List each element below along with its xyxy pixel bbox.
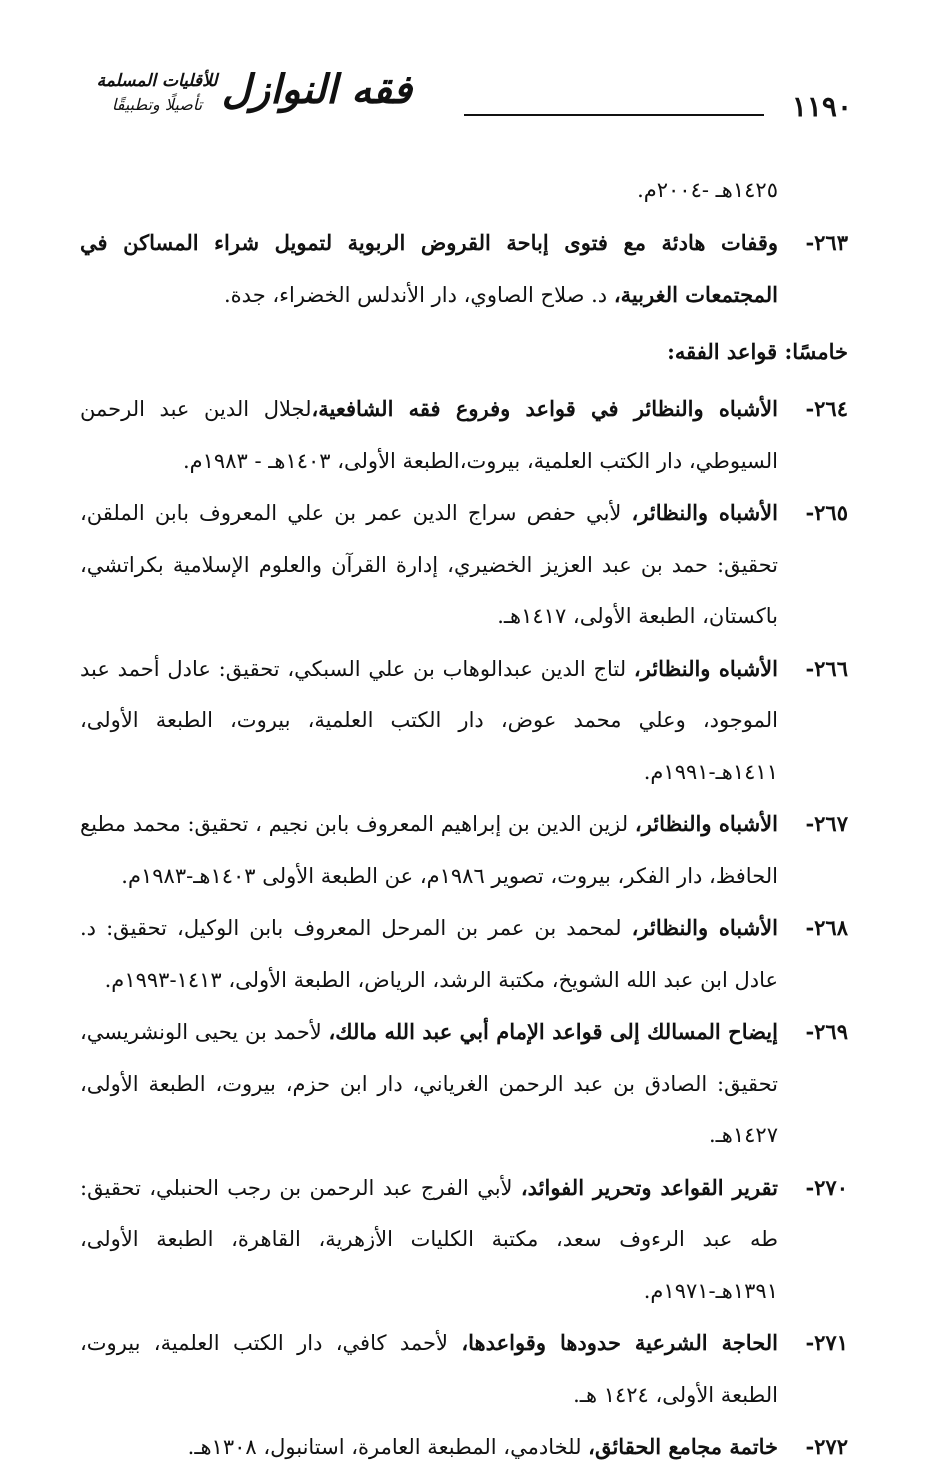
entry-number: ٢٦٣- bbox=[805, 229, 848, 255]
bibliography-entry bbox=[80, 1006, 848, 1162]
book-title-main: فقه النوازل bbox=[221, 66, 412, 113]
entry-text: لمحمد بن عمر بن المرحل المعروف بابن الوكيل، تحقيق: د. عادل ابن عبد الله الشويخ، مكتبة الرشد، الرياض، الطبعة الأولى، ١٤١٣-١٩٩٣م. bbox=[80, 916, 778, 992]
entry-text: لتاج الدين عبدالوهاب بن علي السبكي، تحقيق: عادل أحمد عبد الموجود، وعلي محمد عوض، دار الكتب العلمية، بيروت، الطبعة الأولى، ١٤١١هـ-١٩٩١م. bbox=[80, 656, 778, 784]
entry-title: إيضاح المسالك إلى قواعد الإمام أبي عبد الله مالك، bbox=[328, 1019, 778, 1044]
entry-text: لأبي حفص سراج الدين عمر بن علي المعروف بابن الملقن، تحقيق: حمد بن عبد العزيز الخضيري، إدارة القرآن والعلوم الإسلامية بكراتشي، باكستان، الطبعة الأولى، ١٤١٧هـ. bbox=[80, 501, 778, 628]
entry-title: الأشباه والنظائر، bbox=[634, 811, 778, 836]
page-number: ١١٩٠ bbox=[791, 90, 852, 123]
bibliography-entry bbox=[80, 487, 848, 643]
entry-number: ٢٧١- bbox=[805, 1330, 848, 1355]
continuation-line: ١٤٢٥هـ -٢٠٠٤م. bbox=[637, 178, 778, 202]
bibliography-entry bbox=[80, 1421, 848, 1474]
entry-text: للخادمي، المطبعة العامرة، استانبول، ١٣٠٨هـ. bbox=[187, 1435, 589, 1459]
section-label: خامسًا bbox=[792, 338, 848, 364]
section-title: : قواعد الفقه: bbox=[667, 338, 793, 364]
section-heading bbox=[80, 326, 848, 378]
entry-number: ٢٧٢- bbox=[805, 1434, 848, 1459]
entry-number: ٢٦٧- bbox=[805, 811, 848, 836]
entry-title: وقفات هادئة مع فتوى إباحة القروض الربوية لتمويل شراء المساكن في المجتمعات الغربية، bbox=[80, 229, 778, 307]
entry-text: لأحمد بن يحيى الونشريسي، تحقيق: الصادق بن عبد الرحمن الغرياني، دار ابن حزم، بيروت، الطبعة الأولى، ١٤٢٧هـ. bbox=[80, 1020, 778, 1147]
entry-title: الأشباه والنظائر، bbox=[631, 500, 778, 525]
entry-title: الأشباه والنظائر في قواعد وفروع فقه الشافعية، bbox=[311, 396, 778, 421]
entry-number: ٢٦٦- bbox=[805, 655, 848, 681]
entry-title: الحاجة الشرعية حدودها وقواعدها، bbox=[461, 1330, 778, 1355]
entry-title: تقرير القواعد وتحرير الفوائد، bbox=[520, 1174, 779, 1200]
entry-text: لزين الدين بن إبراهيم المعروف بابن نجيم ، تحقيق: محمد مطيع الحافظ، دار الفكر، بيروت، تصوير ١٩٨٦م، عن الطبعة الأولى ١٤٠٣هـ-١٩٨٣م. bbox=[80, 812, 778, 888]
bibliography-content bbox=[80, 165, 848, 1474]
bibliography-entry bbox=[80, 1162, 848, 1318]
entry-text: لأبي الفرج عبد الرحمن بن رجب الحنبلي، تحقيق: طه عبد الرءوف سعد، مكتبة الكليات الأزهرية، القاهرة، الطبعة الأولى، ١٣٩١هـ-١٩٧١م. bbox=[80, 1175, 778, 1303]
book-title-logo bbox=[82, 62, 412, 142]
bibliography-entry bbox=[80, 798, 848, 902]
entry-number: ٢٦٨- bbox=[805, 915, 848, 940]
page-header bbox=[82, 62, 852, 142]
entry-text: د. صلاح الصاوي، دار الأندلس الخضراء، جدة. bbox=[224, 283, 614, 307]
entry-title: الأشباه والنظائر، bbox=[631, 915, 778, 940]
entry-text: لجلال الدين عبد الرحمن السيوطي، دار الكتب العلمية، بيروت،الطبعة الأولى، ١٤٠٣هـ - ١٩٨٣م. bbox=[80, 397, 778, 473]
entry-number: ٢٦٥- bbox=[805, 500, 848, 525]
bibliography-entry bbox=[80, 383, 848, 487]
entry-number: ٢٦٩- bbox=[805, 1019, 848, 1044]
book-title-tagline: تأصيلًا وتطبيقًا bbox=[111, 95, 203, 114]
book-title-subtitle: للأقليات المسلمة bbox=[96, 71, 218, 91]
bibliography-entry bbox=[80, 1317, 848, 1421]
entry-title: الأشباه والنظائر، bbox=[633, 655, 778, 681]
header-rule bbox=[464, 114, 764, 116]
entry-title: خاتمة مجامع الحقائق، bbox=[588, 1434, 778, 1459]
entry-text: لأحمد كافي، دار الكتب العلمية، بيروت، الطبعة الأولى، ١٤٢٤ هـ. bbox=[80, 1331, 778, 1407]
bibliography-entry bbox=[80, 902, 848, 1006]
bibliography-entry bbox=[80, 217, 848, 322]
entry-number: ٢٦٤- bbox=[805, 396, 848, 421]
entry-number: ٢٧٠- bbox=[805, 1174, 848, 1200]
bibliography-entry bbox=[80, 643, 848, 799]
